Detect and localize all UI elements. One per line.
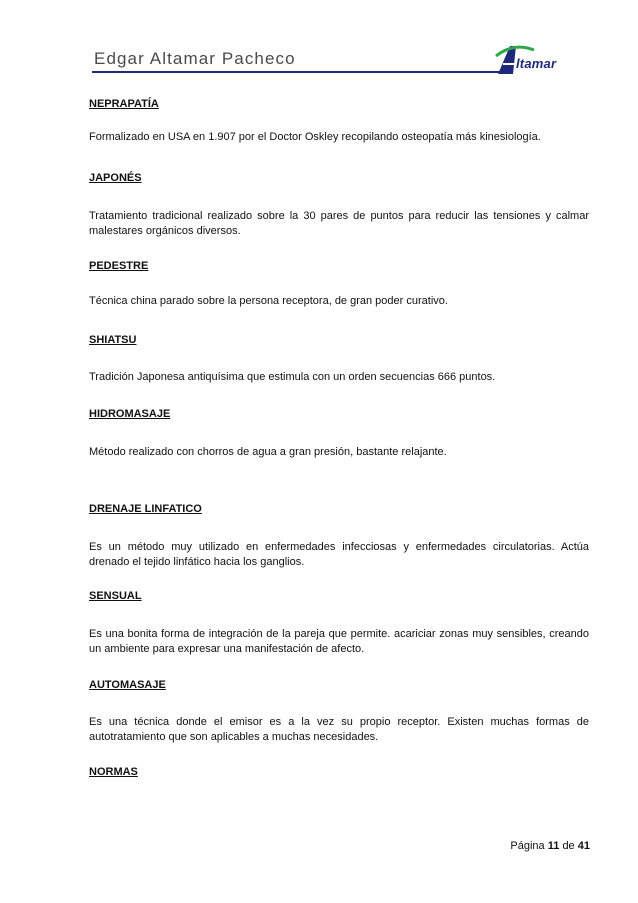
heading-japones: JAPONÉS <box>89 172 142 184</box>
paragraph-neprapatia: Formalizado en USA en 1.907 por el Doctor Oskley recopilando osteopatía más kinesiología. <box>89 131 541 143</box>
paragraph-shiatsu: Tradición Japonesa antiquísima que estimula con un orden secuencias 666 puntos. <box>89 371 496 383</box>
page-footer <box>510 840 590 852</box>
of-label: de <box>562 840 575 852</box>
paragraph-hidromasaje: Método realizado con chorros de agua a gran presión, bastante relajante. <box>89 446 447 458</box>
heading-sensual: SENSUAL <box>89 590 142 602</box>
heading-neprapatia: NEPRAPATÍA <box>89 98 159 110</box>
heading-normas: NORMAS <box>89 766 138 778</box>
paragraph-drenaje-linfatico: Es un método muy utilizado en enfermedades infecciosas y enfermedades circulatorias. Actúa drenado el tejido linfático hacia los ganglios. <box>89 541 589 568</box>
paragraph-sensual: Es una bonita forma de integración de la pareja que permite. acariciar zonas muy sensibles, creando un ambiente para expresar una manifestación de afecto. <box>89 628 589 655</box>
author-name: Edgar Altamar Pacheco <box>94 49 296 68</box>
page-label: Página <box>510 840 545 852</box>
heading-shiatsu: SHIATSU <box>89 334 137 346</box>
page-number: 11 <box>547 840 560 852</box>
paragraph-pedestre: Técnica china parado sobre la persona receptora, de gran poder curativo. <box>89 295 448 307</box>
total-pages: 41 <box>577 840 590 852</box>
heading-pedestre: PEDESTRE <box>89 260 149 272</box>
paragraph-japones: Tratamiento tradicional realizado sobre la 30 pares de puntos para reducir las tensiones y calmar malestares orgánicos diversos. <box>89 210 589 237</box>
logo-text: ltamar <box>516 56 557 71</box>
paragraph-automasaje: Es una técnica donde el emisor es a la vez su propio receptor. Existen muchas formas de autotratamiento que son aplicables a muchas necesidades. <box>89 716 589 743</box>
heading-automasaje: AUTOMASAJE <box>89 679 166 691</box>
heading-drenaje-linfatico: DRENAJE LINFATICO <box>89 503 202 515</box>
heading-hidromasaje: HIDROMASAJE <box>89 408 171 420</box>
